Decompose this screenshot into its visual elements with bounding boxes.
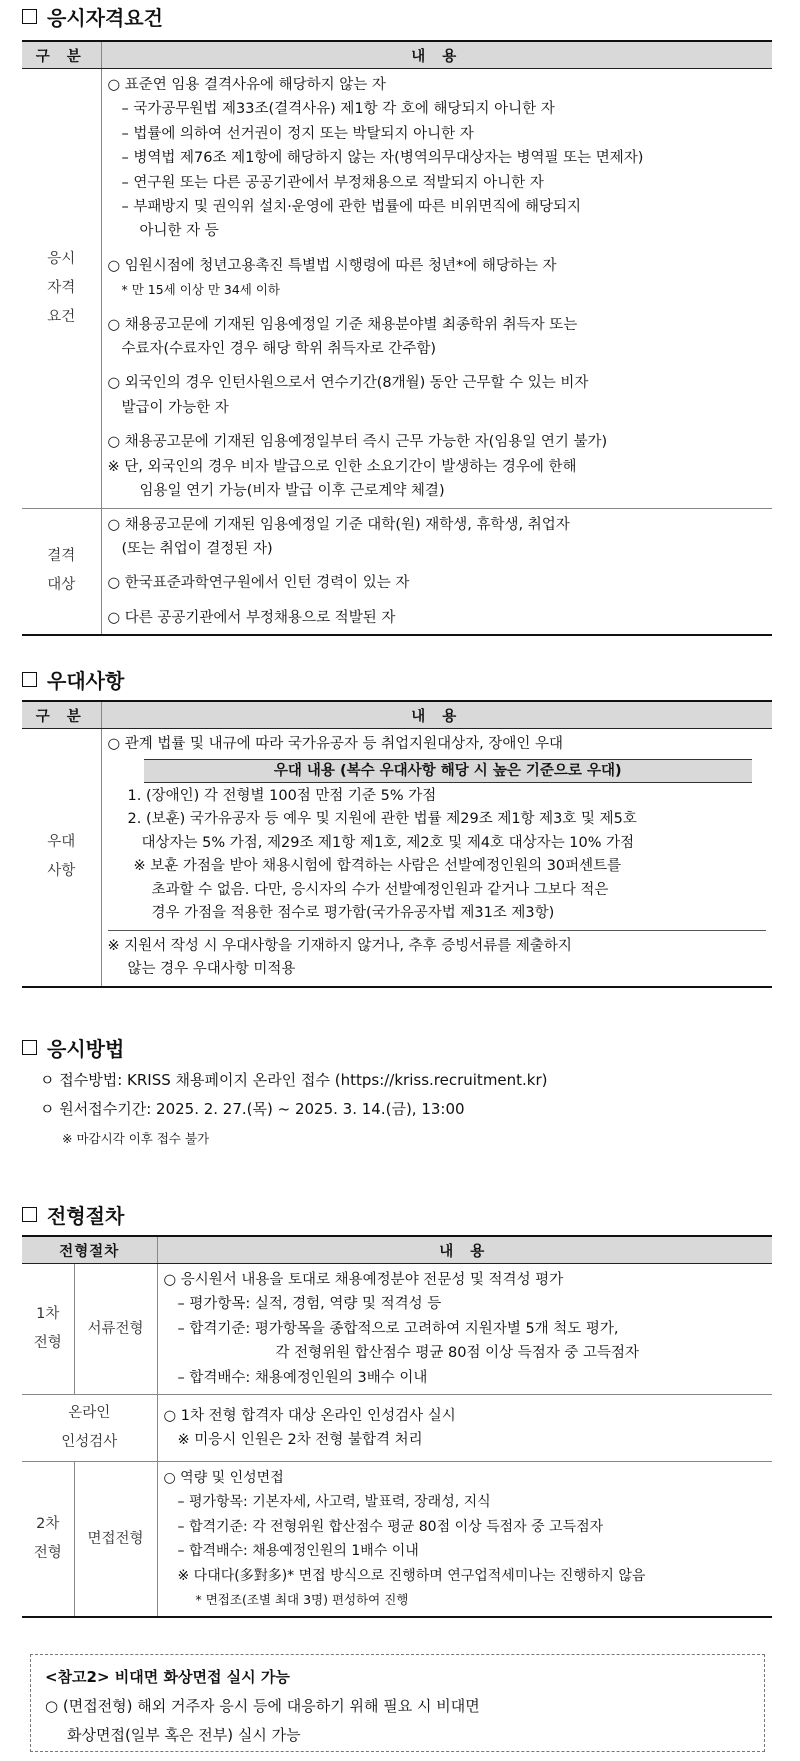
table-header-content: 내 용 xyxy=(157,1236,772,1264)
table-row xyxy=(22,1264,772,1395)
reference-line: ○ (면접전형) 해외 거주자 응시 등에 대응하기 위해 필요 시 비대면 xyxy=(45,1697,480,1715)
reference-line: 화상면접(일부 혹은 전부) 실시 가능 xyxy=(67,1726,301,1744)
reference-note-box xyxy=(30,1654,765,1752)
stage-name: 서류전형 xyxy=(74,1264,157,1395)
stage-label: 온라인 인성검사 xyxy=(22,1395,157,1462)
table-header-stage: 전형절차 xyxy=(22,1236,157,1264)
application-details xyxy=(40,1066,548,1153)
table-header-category: 구 분 xyxy=(22,41,101,69)
reference-title: <참고2> 비대면 화상면접 실시 가능 xyxy=(45,1668,290,1686)
row-category: 결격 대상 xyxy=(22,508,101,635)
row-content: ○ 채용공고문에 기재된 임용예정일 기준 대학(원) 재학생, 휴학생, 취업자 (또는 취업이 결정된 자) ○ 한국표준과학연구원에서 인턴 경력이 있는 자 ○ 다른 공공기관에서 부정채용으로 적발된 자 xyxy=(101,508,772,635)
row-content: ○ 표준연 임용 결격사유에 해당하지 않는 자 – 국가공무원법 제33조(결격사유) 제1항 각 호에 해당되지 아니한 자 – 법률에 의하여 선거권이 정지 또는 박탈되지 아니한 자 – 병역법 제76조 제1항에 해당하지 않는 자(병역의무대상자는 병역필 또는 면제자) – 연구원 또는 다른 공공기관에서 부정채용으로 적발되지 아니한 자 – 부패방지 및 권익위 설치·운영에 관한 법률에 따른 비위면직에 해당되지 아니한 자 등 ○ 임원시점에 청년고용촉진 특별법 시행령에 따른 청년*에 해당하는 자 * 만 15세 이상 만 34세 이하 ○ 채용공고문에 기재된 임용예정일 기준 채용분야별 최종학위 취득자 또는 수료자(수료자인 경우 해당 학위 취득자로 간주함) ○ 외국인의 경우 인턴사원으로서 연수기간(8개월) 동안 근무할 수 있는 비자 발급이 가능한 자 ○ 채용공고문에 기재된 임용예정일부터 즉시 근무 가능한 자(임용일 연기 불가) ※ 단, 외국인의 경우 비자 발급으로 인한 소요기간이 발생하는 경우에 한해 임용일 연기 가능(비자 발급 이후 근로계약 체결) xyxy=(101,69,772,509)
section-title-qualification: 응시자격요건 xyxy=(22,2,163,31)
checkbox-square-icon xyxy=(22,1040,37,1055)
application-deadline-note: ※ 마감시각 이후 접수 불가 xyxy=(62,1131,210,1146)
row-category: 우대 사항 xyxy=(47,834,76,880)
application-method: ㅇ 접수방법: KRISS 채용페이지 온라인 접수 (https://kriss.recruitment.kr) xyxy=(40,1071,548,1089)
checkbox-square-icon xyxy=(22,672,37,687)
row-category: 응시 자격 요건 xyxy=(47,250,76,325)
checkbox-square-icon xyxy=(22,1207,37,1222)
checkbox-square-icon xyxy=(22,9,37,24)
table-row xyxy=(22,1462,772,1618)
row-content: ○ 역량 및 인성면접 – 평가항목: 기본자세, 사고력, 발표력, 장래성, 지식 – 합격기준: 각 전형위원 합산점수 평균 80점 이상 득점자 중 고득점자 – 합격배수: 채용예정인원의 1배수 이내 ※ 다대다(多對多)* 면접 방식으로 진행하며 연구업적세미나는 진행하지 않음 * 면접조(조별 최대 3명) 편성하여 진행 xyxy=(157,1462,772,1618)
table-row xyxy=(22,729,772,987)
table-header-category: 구 분 xyxy=(22,701,101,729)
table-header-content: 내 용 xyxy=(101,41,772,69)
table-header-content: 내 용 xyxy=(101,701,772,729)
section-title-application: 응시방법 xyxy=(22,1033,124,1062)
table-row xyxy=(22,69,772,509)
row-content: ○ 1차 전형 합격자 대상 온라인 인성검사 실시 ※ 미응시 인원은 2차 전형 불합격 처리 xyxy=(157,1395,772,1462)
stage-label: 2차 전형 xyxy=(22,1462,74,1618)
stage-name: 면접전형 xyxy=(74,1462,157,1618)
preference-table xyxy=(22,700,772,988)
application-period: ㅇ 원서접수기간: 2025. 2. 27.(목) ~ 2025. 3. 14.(금), 13:00 xyxy=(40,1100,465,1118)
row-content: ○ 응시원서 내용을 토대로 채용예정분야 전문성 및 적격성 평가 – 평가항목: 실적, 경험, 역량 및 적격성 등 – 합격기준: 평가항목을 종합적으로 고려하여 지원자별 5개 척도 평가, 각 전형위원 합산점수 평균 80점 이상 득점자 중 고득점자 – 합격배수: 채용예정인원의 3배수 이내 xyxy=(157,1264,772,1395)
table-row xyxy=(22,508,772,635)
qualification-table xyxy=(22,40,772,636)
section-title-preference: 우대사항 xyxy=(22,665,124,694)
inner-table-header: 우대 내용 (복수 우대사항 해당 시 높은 기준으로 우대) xyxy=(144,759,753,783)
row-content: ○ 관계 법률 및 내규에 따라 국가유공자 등 취업지원대상자, 장애인 우대 우대 내용 (복수 우대사항 해당 시 높은 기준으로 우대) 1. (장애인) 각 전형별 100점 만점 기준 5% 가점 2. (보훈) 국가유공자 등 예우 및 지원에 관한 법률 제29조 제1항 제3호 및 제5호 대상자는 5% 가점, 제29조 제1항 제1호, 제2호 및 제4호 대상자는 10% 가점 ※ 보훈 가점을 받아 채용시험에 합격하는 사람은 선발예정인원의 30퍼센트를 초과할 수 없음. 다만, 응시자의 수가 선발예정인원과 같거나 그보다 적은 경우 가점을 적용한 점수로 평가함(국가유공자법 제31조 제3항) ※ 지원서 작성 시 우대사항을 기재하지 않거나, 추후 증빙서류를 제출하지 않는 경우 우대사항 미적용 xyxy=(101,729,772,987)
procedure-table xyxy=(22,1235,772,1618)
section-title-procedure: 전형절차 xyxy=(22,1200,124,1229)
table-row xyxy=(22,1395,772,1462)
stage-label: 1차 전형 xyxy=(33,1306,62,1352)
